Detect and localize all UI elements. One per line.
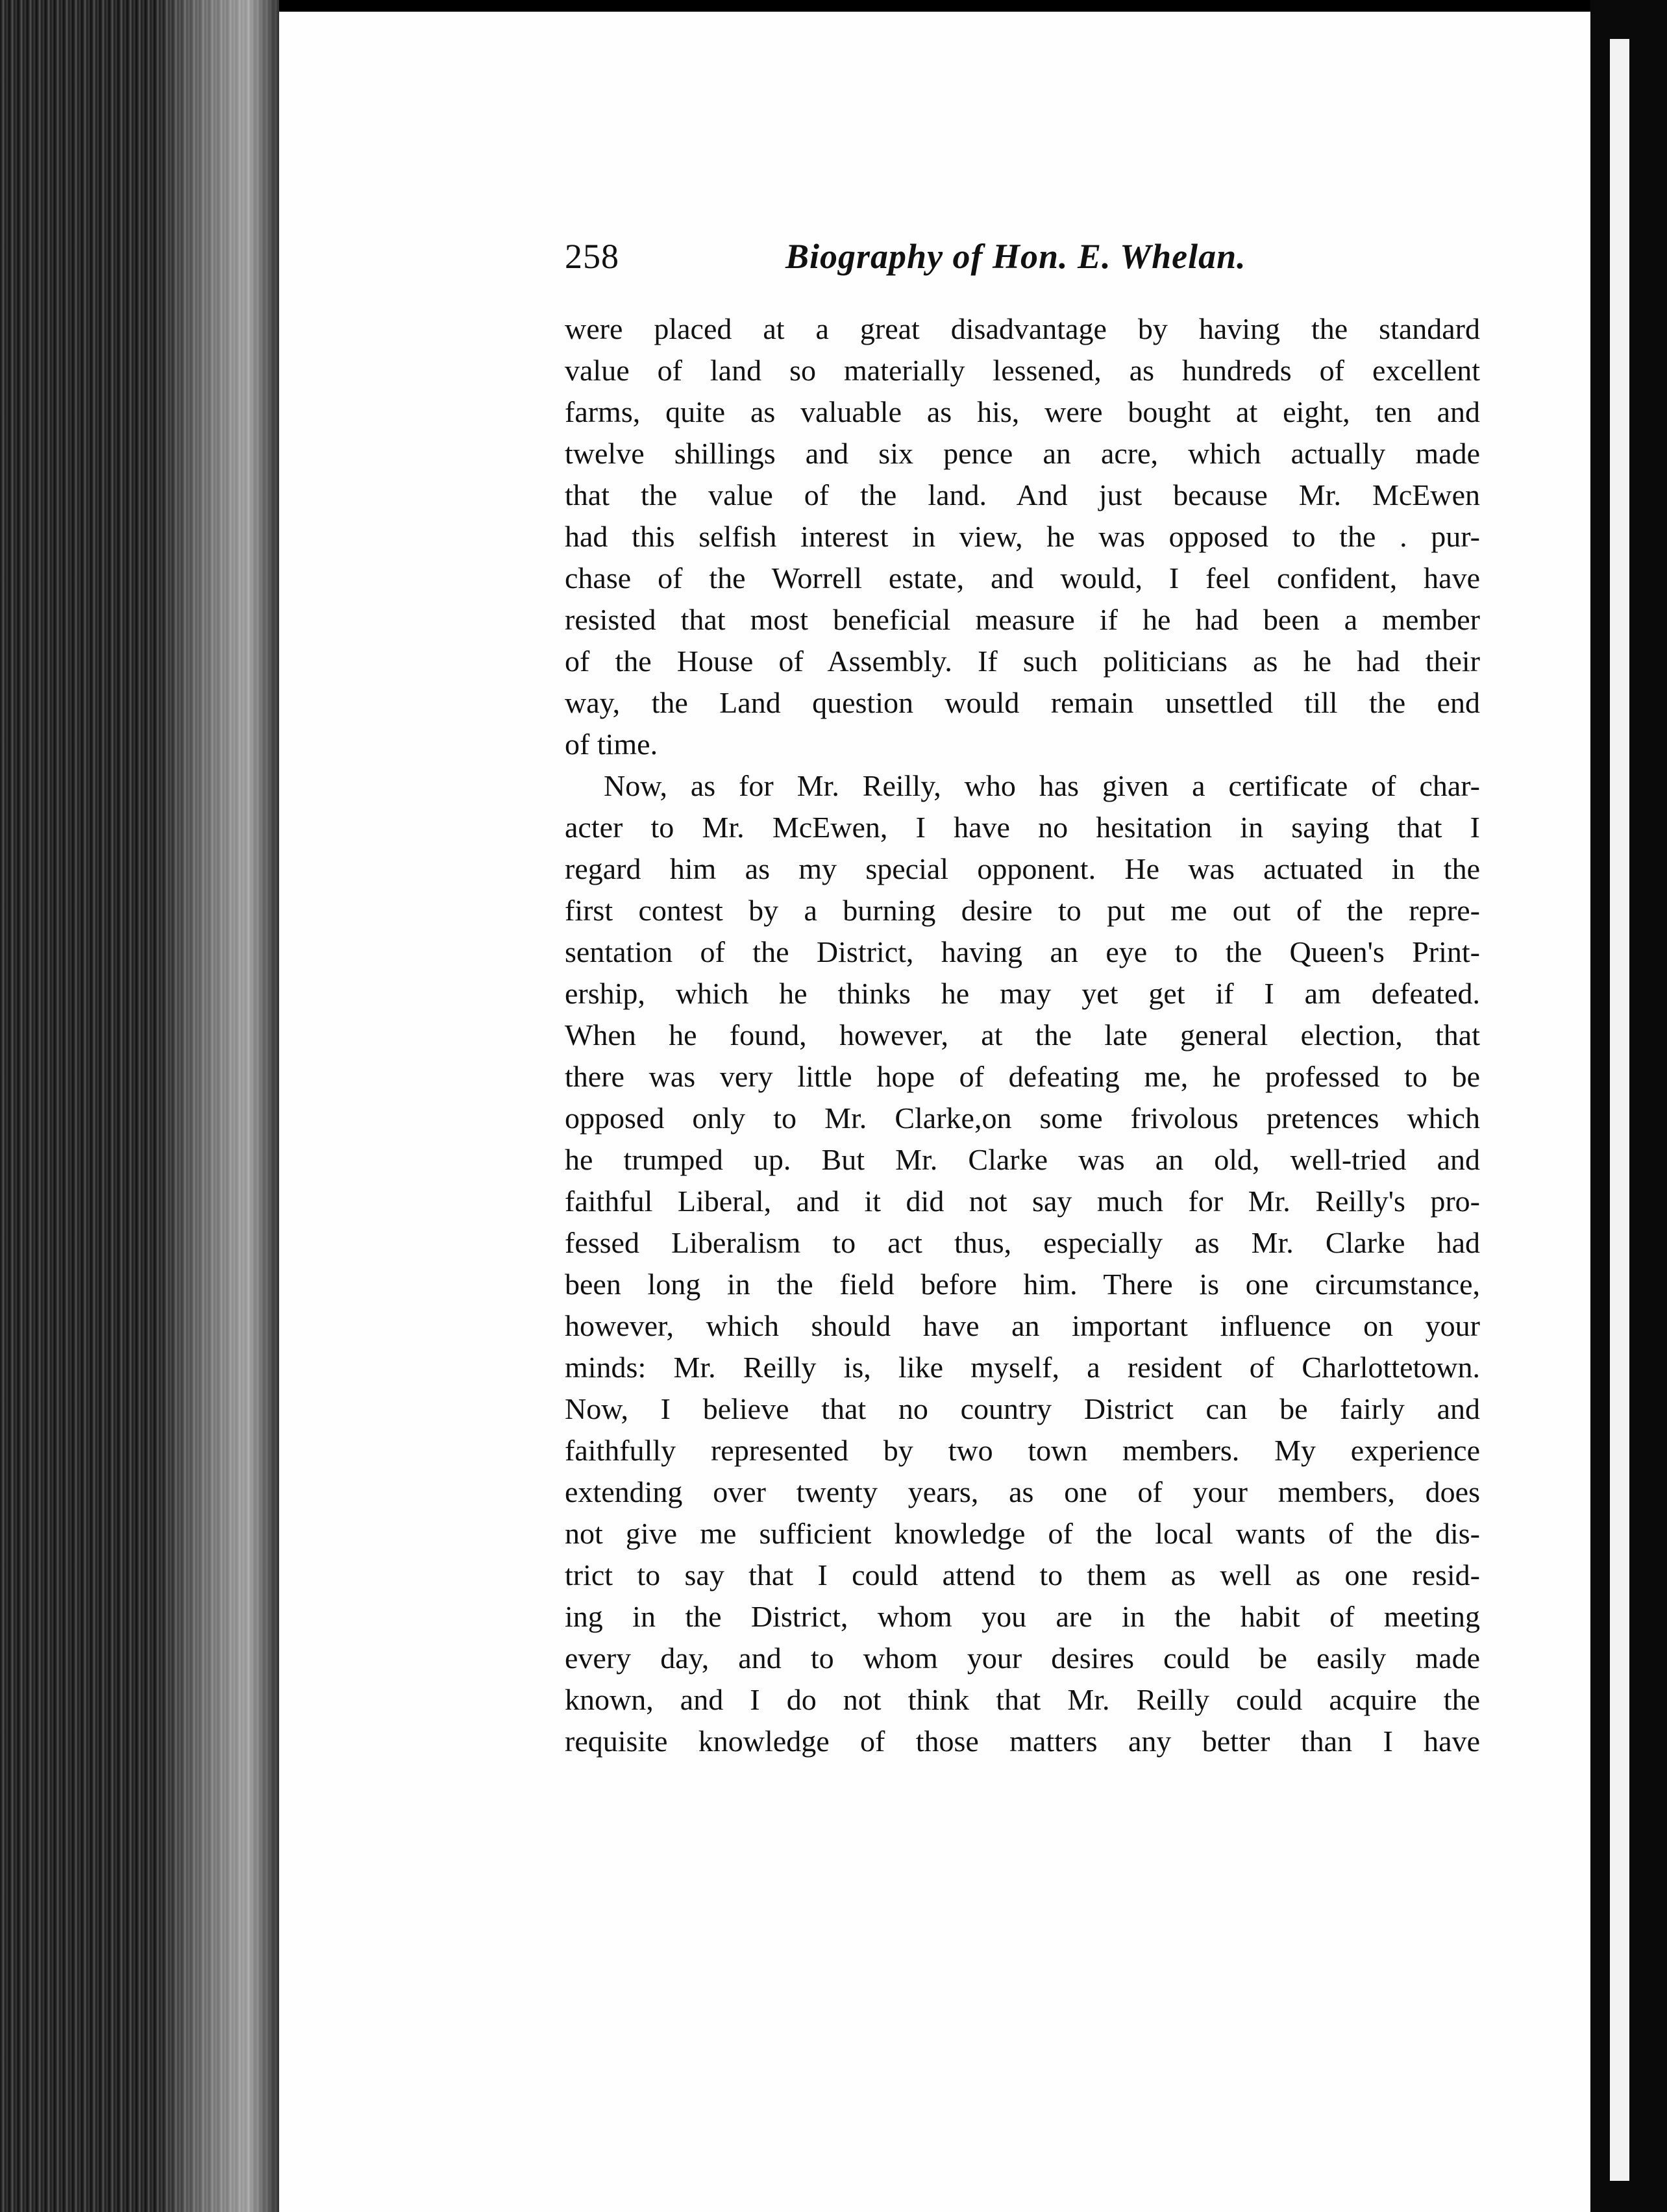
text-line: regard him as my special opponent. He was actuated in the — [565, 852, 1480, 885]
text-line: fessed Liberalism to act thus, especially as Mr. Clarke had — [565, 1226, 1480, 1259]
text-line: way, the Land question would remain unsettled till the end — [565, 686, 1480, 719]
text-line: he trumped up. But Mr. Clarke was an old, well-tried and — [565, 1143, 1480, 1176]
body-text — [565, 308, 1480, 1762]
text-line: opposed only to Mr. Clarke,on some frivolous pretences which — [565, 1101, 1480, 1135]
text-line: extending over twenty years, as one of your members, does — [565, 1475, 1480, 1508]
text-line: farms, quite as valuable as his, were bought at eight, ten and — [565, 395, 1480, 428]
text-line: there was very little hope of defeating me, he professed to be — [565, 1060, 1480, 1093]
paragraph-1 — [565, 308, 1480, 765]
text-line: ership, which he thinks he may yet get if I am defeated. — [565, 977, 1480, 1010]
text-line: had this selfish interest in view, he was opposed to the . pur- — [565, 520, 1480, 553]
text-line: Now, I believe that no country District can be fairly and — [565, 1392, 1480, 1425]
paragraph-2 — [565, 765, 1480, 1762]
text-line: of the House of Assembly. If such politicians as he had their — [565, 645, 1480, 678]
text-line: known, and I do not think that Mr. Reilly could acquire the — [565, 1683, 1480, 1716]
text-line: When he found, however, at the late general election, that — [565, 1018, 1480, 1051]
text-line: resisted that most beneficial measure if he had been a member — [565, 603, 1480, 636]
text-line: minds: Mr. Reilly is, like myself, a resident of Charlottetown. — [565, 1351, 1480, 1384]
page-number: 258 — [565, 237, 619, 276]
text-line: sentation of the District, having an eye to the Queen's Print- — [565, 935, 1480, 968]
text-line: were placed at a great disadvantage by having the standard — [565, 312, 1480, 345]
text-line: requisite knowledge of those matters any better than I have — [565, 1725, 1480, 1758]
text-line: twelve shillings and six pence an acre, which actually made — [565, 437, 1480, 470]
text-line: faithfully represented by two town members. My experience — [565, 1434, 1480, 1467]
text-line: chase of the Worrell estate, and would, I feel confident, have — [565, 561, 1480, 595]
text-line: first contest by a burning desire to put me out of the repre- — [565, 894, 1480, 927]
text-line: of time. — [565, 728, 658, 761]
text-line: value of land so materially lessened, as hundreds of excellent — [565, 354, 1480, 387]
text-line: trict to say that I could attend to them as well as one resid- — [565, 1558, 1480, 1591]
text-line: that the value of the land. And just because Mr. McEwen — [565, 478, 1480, 511]
text-line: Now, as for Mr. Reilly, who has given a certificate of char- — [604, 769, 1480, 802]
page-edge-shading — [156, 0, 279, 2212]
text-line: however, which should have an important influence on your — [565, 1309, 1480, 1342]
facing-page-edge — [1610, 39, 1629, 2181]
page-header — [565, 227, 1487, 286]
text-line: been long in the field before him. There is one circumstance, — [565, 1268, 1480, 1301]
text-line: acter to Mr. McEwen, I have no hesitation in saying that I — [565, 811, 1480, 844]
text-line: not give me sufficient knowledge of the local wants of the dis- — [565, 1517, 1480, 1550]
text-line: faithful Liberal, and it did not say much for Mr. Reilly's pro- — [565, 1185, 1480, 1218]
text-line: ing in the District, whom you are in the habit of meeting — [565, 1600, 1480, 1633]
text-line: every day, and to whom your desires could be easily made — [565, 1641, 1480, 1675]
running-title: Biography of Hon. E. Whelan. — [785, 237, 1246, 276]
